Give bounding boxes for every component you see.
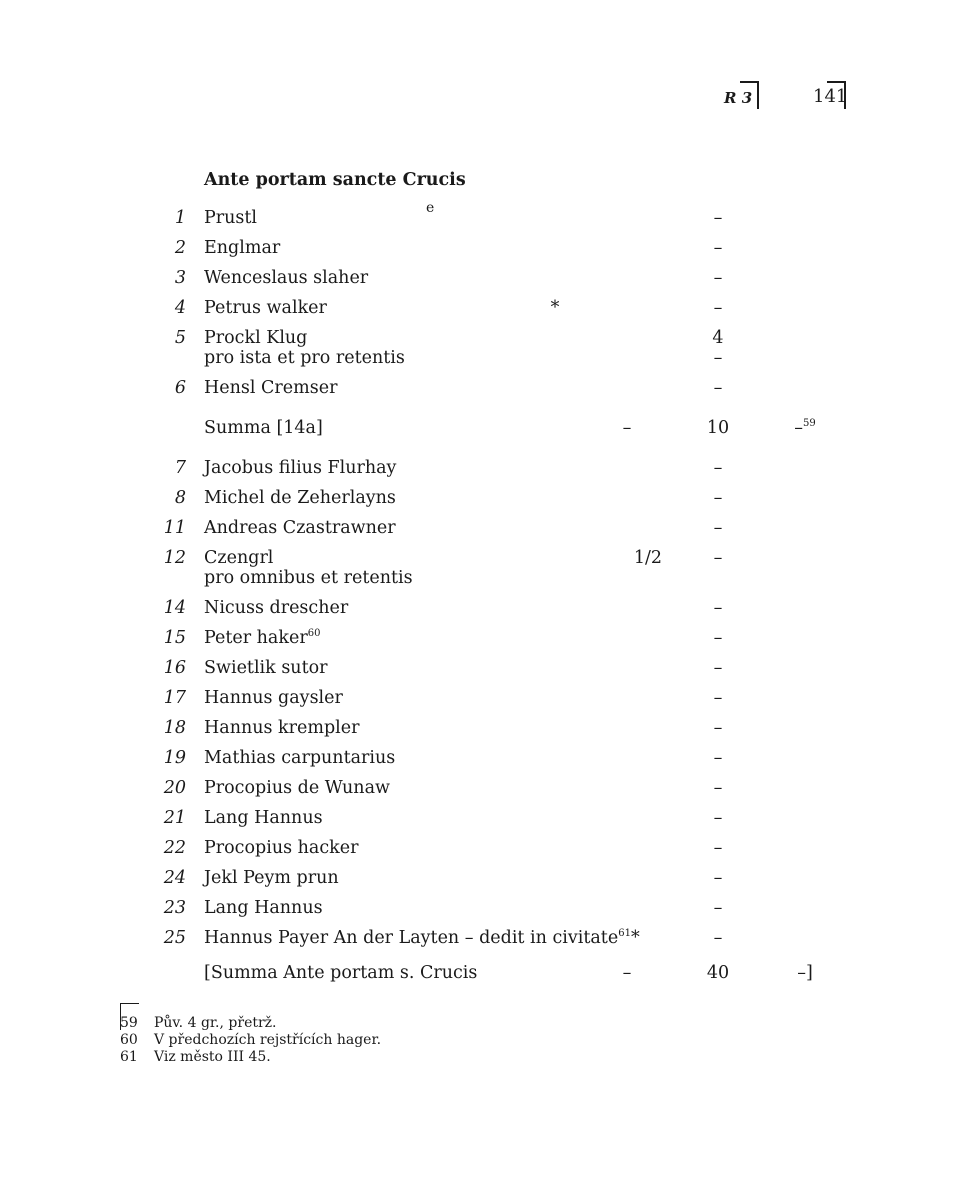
page-number: 141 [813, 86, 848, 107]
amount-column-2: – [713, 778, 723, 798]
section-title: Ante portam sancte Crucis [204, 170, 466, 190]
footnote-ref: 59 [803, 418, 816, 429]
entry-number: 2 [174, 238, 186, 258]
amount-column-2: – [713, 488, 723, 508]
entry-name: Jekl Peym prun [204, 868, 339, 888]
summa-label: [Summa Ante portam s. Crucis [204, 963, 478, 983]
page-number-corner-rule [827, 81, 846, 109]
entry-name: Wenceslaus slaher [204, 268, 369, 288]
entry-name: Hannus krempler [204, 718, 360, 738]
amount-column-2: – [713, 298, 723, 318]
footnote [120, 1049, 271, 1066]
amount-column-1: – [622, 418, 632, 438]
entry-name: Nicuss drescher [204, 598, 349, 618]
footnote-text: Pův. 4 gr., přetrž. [154, 1015, 277, 1031]
amount-column-2: 40 [706, 963, 730, 983]
entry-name: Peter haker$^{60}$ [204, 628, 321, 648]
entry-number: 1 [174, 208, 186, 228]
entry-number: 12 [163, 548, 186, 568]
entry-number: 21 [163, 808, 186, 828]
entry-name: Lang Hannus [204, 808, 323, 828]
amount-column-1: – [622, 963, 632, 983]
amount-column-1: 1/2 [633, 548, 663, 568]
entry-number: 19 [163, 748, 186, 768]
amount-column-2: – [713, 628, 723, 648]
amount-column-2: – [713, 548, 723, 568]
entry-name: Hannus Payer An der Layten – dedit in civitate$^{61}$* [204, 928, 640, 948]
superscript-e-mark: e [426, 200, 435, 216]
amount-column-3: –$^{59}$ [794, 418, 816, 438]
amount-column-2: – [713, 898, 723, 918]
entry-name: Michel de Zeherlayns [204, 488, 396, 508]
footnote-text: Viz město III 45. [154, 1049, 271, 1065]
entry-number: 25 [163, 928, 186, 948]
amount-column-2: – [713, 238, 723, 258]
amount-column-2: – [713, 658, 723, 678]
footnote-ref: 60 [307, 628, 321, 639]
entry-number: 3 [174, 268, 186, 288]
entry-name: Lang Hannus [204, 898, 323, 918]
entry-name: Mathias carpuntarius [204, 748, 396, 768]
amount-column-2: – [713, 718, 723, 738]
entry-number: 24 [163, 868, 186, 888]
amount-column-2: – [713, 458, 723, 478]
asterisk-mark: * [550, 298, 560, 318]
entry-number: 23 [163, 898, 186, 918]
amount-column-2: – [713, 688, 723, 708]
entry-number: 18 [163, 718, 186, 738]
entry-number: 20 [163, 778, 186, 798]
footnote-ref: 61 [618, 928, 631, 939]
footnote-number: 60 [120, 1032, 138, 1048]
entry-number: 15 [163, 628, 186, 648]
entry-number: 6 [174, 378, 186, 398]
entry-name: Hensl Cremser [204, 378, 338, 398]
entry-number: 17 [163, 688, 186, 708]
entry-name: Petrus walker [204, 298, 327, 318]
entry-name: Prockl Klug [204, 328, 308, 348]
amount-column-2: – [713, 748, 723, 768]
marker-corner-rule [740, 81, 759, 109]
entry-number: 11 [163, 518, 186, 538]
entry-number: 7 [174, 458, 186, 478]
summa-label: Summa [14a] [204, 418, 323, 438]
footnote-number: 59 [120, 1015, 138, 1031]
footnote-text: V předchozích rejstřících hager. [154, 1032, 382, 1048]
amount-column-2: – [713, 348, 723, 368]
entry-subline: pro ista et pro retentis [204, 348, 405, 368]
footnote-number: 61 [120, 1049, 138, 1065]
entry-name: Czengrl [204, 548, 274, 568]
amount-column-2: 4 [712, 328, 724, 348]
entry-number: 4 [174, 298, 186, 318]
entry-name: Englmar [204, 238, 281, 258]
footnote [120, 1015, 277, 1032]
entry-name: Jacobus filius Flurhay [204, 458, 397, 478]
footnote [120, 1032, 381, 1049]
entry-number: 8 [174, 488, 186, 508]
amount-column-3: –] [797, 963, 813, 983]
entry-name: Procopius de Wunaw [204, 778, 390, 798]
entry-subline: pro omnibus et retentis [204, 568, 413, 588]
amount-column-2: – [713, 868, 723, 888]
amount-column-2: – [713, 598, 723, 618]
amount-column-2: – [713, 518, 723, 538]
entry-name: Swietlik sutor [204, 658, 328, 678]
amount-column-2: – [713, 928, 723, 948]
entry-number: 22 [163, 838, 186, 858]
entry-number: 16 [163, 658, 186, 678]
amount-column-2: 10 [706, 418, 730, 438]
entry-number: 5 [174, 328, 186, 348]
entry-name: Hannus gaysler [204, 688, 343, 708]
amount-column-2: – [713, 208, 723, 228]
asterisk-mark: * [630, 928, 640, 948]
amount-column-2: – [713, 838, 723, 858]
amount-column-2: – [713, 808, 723, 828]
entry-name: Prustl e [204, 200, 435, 228]
entry-name: Andreas Czastrawner [204, 518, 396, 538]
register-marker: R 3 [724, 89, 753, 107]
entry-name: Procopius hacker [204, 838, 359, 858]
amount-column-2: – [713, 378, 723, 398]
amount-column-2: – [713, 268, 723, 288]
entry-number: 14 [163, 598, 186, 618]
